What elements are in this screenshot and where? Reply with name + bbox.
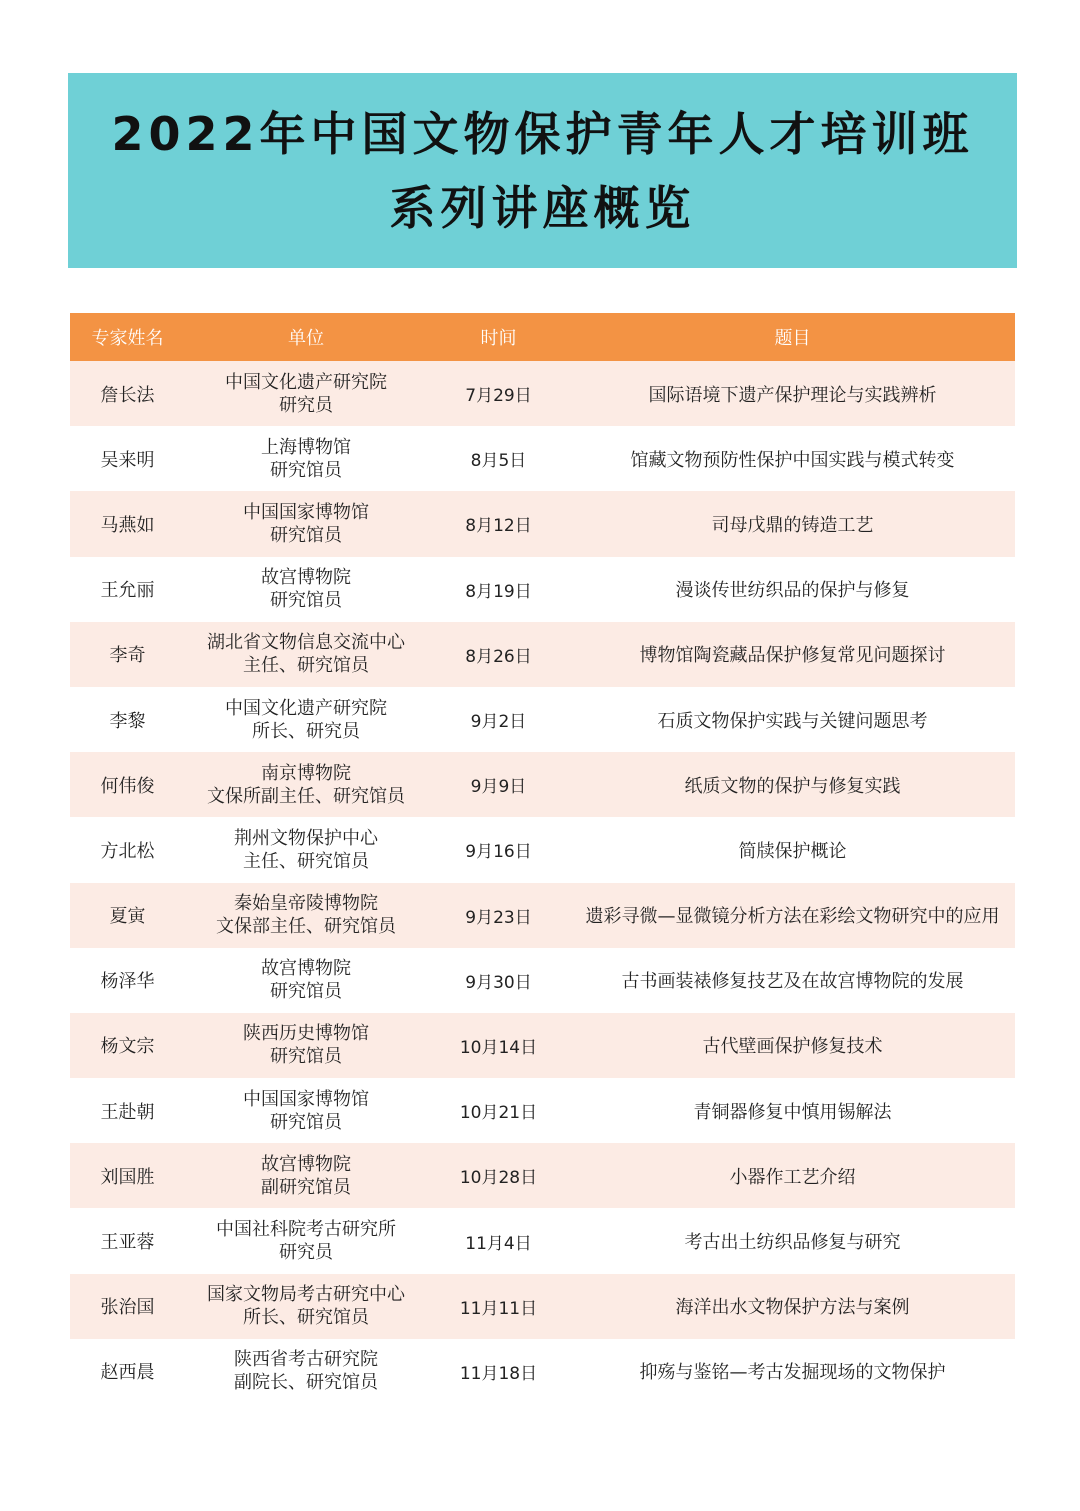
affiliation-title: 主任、研究馆员 (243, 850, 369, 872)
affiliation (185, 1143, 427, 1208)
affiliation-title: 研究馆员 (270, 459, 342, 481)
affiliation (185, 361, 427, 426)
lecture-topic: 国际语境下遗产保护理论与实践辨析 (648, 384, 937, 406)
affiliation (185, 557, 427, 622)
lecture-topic: 小器作工艺介绍 (729, 1166, 856, 1188)
table-body (70, 361, 1015, 1404)
affiliation-institution: 荆州文物保护中心 (234, 827, 378, 849)
expert-name: 李奇 (109, 645, 146, 667)
lecture-date: 10月14日 (459, 1037, 538, 1058)
lecture-topic: 古书画装裱修复技艺及在故宫博物院的发展 (621, 971, 964, 993)
affiliation-title: 所长、研究员 (252, 720, 360, 742)
expert-name: 方北松 (100, 840, 155, 862)
affiliation-institution: 上海博物馆 (261, 436, 351, 458)
expert-name: 李黎 (109, 710, 146, 732)
table-row (70, 883, 1015, 948)
lecture-date: 9月2日 (470, 712, 527, 733)
affiliation-institution: 中国国家博物馆 (243, 501, 369, 523)
table-row (70, 1339, 1015, 1404)
lecture-topic: 馆藏文物预防性保护中国实践与模式转变 (630, 449, 955, 471)
header-name: 专家姓名 (91, 328, 164, 349)
affiliation-institution: 中国文化遗产研究院 (225, 371, 387, 393)
table-row (70, 817, 1015, 882)
lecture-topic: 古代壁画保护修复技术 (702, 1036, 883, 1058)
affiliation-title: 主任、研究馆员 (243, 655, 369, 677)
affiliation-title: 研究馆员 (270, 1046, 342, 1068)
affiliation-institution: 湖北省文物信息交流中心 (207, 632, 405, 654)
lecture-date: 7月29日 (465, 386, 532, 407)
table-row (70, 687, 1015, 752)
expert-name: 杨泽华 (100, 971, 155, 993)
lecture-date: 8月26日 (465, 646, 532, 667)
expert-name: 夏寅 (109, 906, 146, 928)
lecture-topic: 漫谈传世纺织品的保护与修复 (675, 580, 910, 602)
lecture-topic: 海洋出水文物保护方法与案例 (675, 1297, 910, 1319)
lecture-topic: 考古出土纺织品修复与研究 (684, 1232, 901, 1254)
lecture-date: 10月28日 (459, 1168, 538, 1189)
affiliation (185, 491, 427, 556)
affiliation (185, 817, 427, 882)
lecture-date: 10月21日 (459, 1103, 538, 1124)
table-row (70, 948, 1015, 1013)
lecture-topic: 抑殇与鉴铭—考古发掘现场的文物保护 (639, 1362, 946, 1384)
lecture-date: 8月19日 (465, 581, 532, 602)
lecture-date: 11月18日 (459, 1363, 538, 1384)
affiliation (185, 1013, 427, 1078)
affiliation-title: 研究员 (279, 394, 333, 416)
affiliation-institution: 国家文物局考古研究中心 (207, 1284, 405, 1306)
expert-name: 马燕如 (100, 514, 155, 536)
lecture-topic: 青铜器修复中慎用锡解法 (693, 1101, 892, 1123)
page-title: 2022年中国文物保护青年人才培训班 (111, 106, 974, 161)
expert-name: 杨文宗 (100, 1036, 155, 1058)
affiliation-institution: 故宫博物院 (261, 567, 351, 589)
expert-name: 何伟俊 (100, 775, 155, 797)
table-row (70, 752, 1015, 817)
lecture-topic: 遗彩寻微—显微镜分析方法在彩绘文物研究中的应用 (585, 906, 1000, 928)
table-row (70, 1143, 1015, 1208)
table-row (70, 1078, 1015, 1143)
affiliation (185, 948, 427, 1013)
header-unit: 单位 (288, 328, 324, 349)
table-row (70, 622, 1015, 687)
table-row (70, 491, 1015, 556)
lecture-date: 9月16日 (465, 842, 532, 863)
table-row (70, 1274, 1015, 1339)
affiliation-title: 文保所副主任、研究馆员 (207, 785, 405, 807)
affiliation-title: 文保部主任、研究馆员 (216, 916, 396, 938)
table-row (70, 361, 1015, 426)
affiliation-title: 副研究馆员 (261, 1176, 351, 1198)
lecture-date: 8月12日 (465, 516, 532, 537)
table-row (70, 557, 1015, 622)
affiliation-title: 研究馆员 (270, 590, 342, 612)
affiliation-institution: 故宫博物院 (261, 958, 351, 980)
expert-name: 赵西晨 (100, 1362, 155, 1384)
page-subtitle: 系列讲座概览 (389, 180, 696, 235)
lecture-topic: 纸质文物的保护与修复实践 (684, 775, 901, 797)
affiliation-institution: 陕西历史博物馆 (243, 1023, 369, 1045)
header-topic: 题目 (774, 328, 811, 349)
table-row (70, 426, 1015, 491)
affiliation-institution: 秦始皇帝陵博物院 (234, 893, 378, 915)
affiliation (185, 1339, 427, 1404)
expert-name: 张治国 (100, 1297, 155, 1319)
affiliation-institution: 南京博物院 (261, 762, 351, 784)
affiliation (185, 1274, 427, 1339)
affiliation (185, 1078, 427, 1143)
lecture-date: 9月9日 (470, 777, 527, 798)
expert-name: 王亚蓉 (100, 1232, 155, 1254)
lecture-table (70, 313, 1015, 1404)
affiliation-title: 研究员 (279, 1242, 333, 1264)
lecture-date: 11月4日 (465, 1233, 532, 1254)
affiliation-institution: 中国文化遗产研究院 (225, 697, 387, 719)
lecture-topic: 简牍保护概论 (738, 840, 847, 862)
affiliation-title: 研究馆员 (270, 981, 342, 1003)
affiliation-institution: 中国国家博物馆 (243, 1088, 369, 1110)
expert-name: 吴来明 (100, 449, 155, 471)
lecture-date: 8月5日 (470, 451, 527, 472)
table-header (70, 313, 1015, 361)
lecture-topic: 司母戊鼎的铸造工艺 (711, 514, 874, 536)
lecture-topic: 博物馆陶瓷藏品保护修复常见问题探讨 (639, 645, 946, 667)
table-row (70, 1013, 1015, 1078)
affiliation-title: 研究馆员 (270, 1111, 342, 1133)
affiliation-institution: 陕西省考古研究院 (234, 1349, 378, 1371)
title-banner (68, 73, 1017, 268)
expert-name: 王允丽 (100, 580, 155, 602)
expert-name: 王赴朝 (100, 1101, 155, 1123)
table-row (70, 1208, 1015, 1273)
lecture-date: 9月23日 (465, 907, 532, 928)
affiliation (185, 426, 427, 491)
affiliation-title: 所长、研究馆员 (243, 1307, 369, 1329)
expert-name: 刘国胜 (100, 1166, 155, 1188)
affiliation (185, 687, 427, 752)
lecture-date: 9月30日 (465, 972, 532, 993)
affiliation (185, 622, 427, 687)
affiliation-institution: 故宫博物院 (261, 1153, 351, 1175)
affiliation-institution: 中国社科院考古研究所 (216, 1219, 396, 1241)
affiliation (185, 883, 427, 948)
expert-name: 詹长法 (100, 384, 155, 406)
header-date: 时间 (480, 328, 517, 349)
lecture-date: 11月11日 (459, 1298, 538, 1319)
affiliation-title: 研究馆员 (270, 524, 342, 546)
lecture-topic: 石质文物保护实践与关键问题思考 (657, 710, 928, 732)
affiliation (185, 1208, 427, 1273)
affiliation (185, 752, 427, 817)
affiliation-title: 副院长、研究馆员 (234, 1372, 378, 1394)
